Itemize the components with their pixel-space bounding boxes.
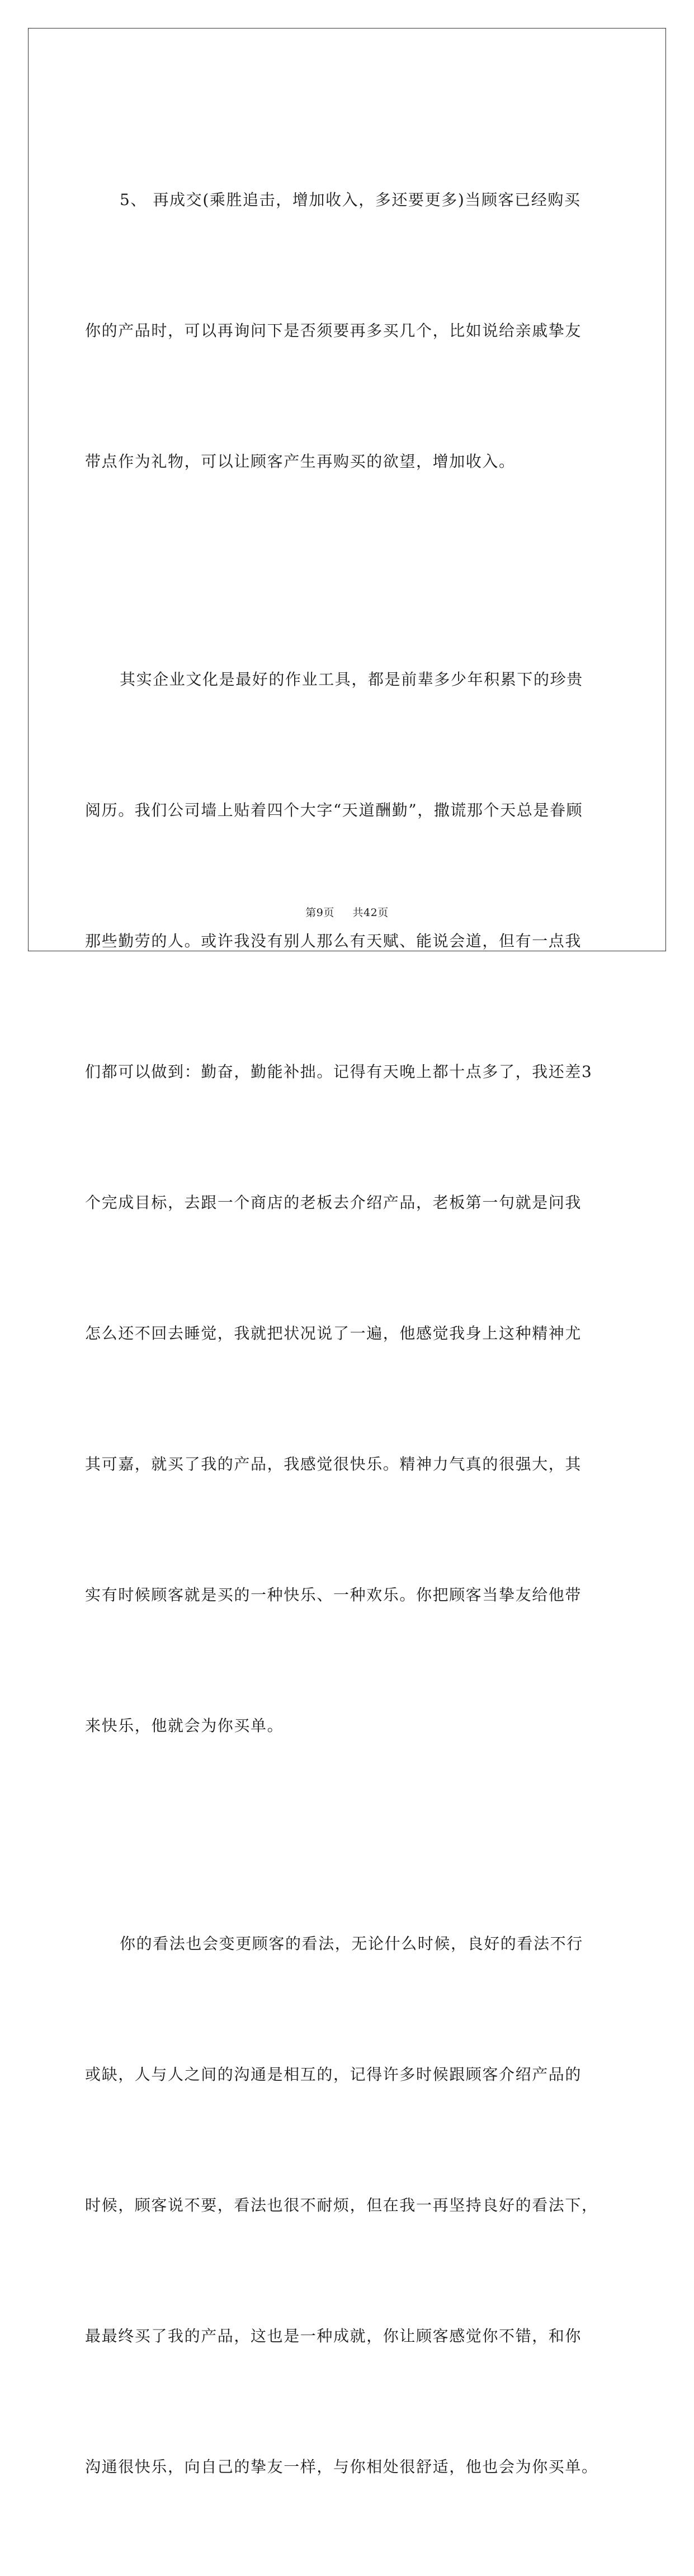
text-line: 时候，顾客说不要，看法也很不耐烦，但在我一再坚持良好的看法下，: [85, 2196, 598, 2214]
text-line: 沟通很快乐，向自己的挚友一样，与你相处很舒适，他也会为你买单。: [85, 2458, 598, 2476]
text-line: 最最终买了我的产品，这也是一种成就，你让顾客感觉你不错，和你: [85, 2327, 582, 2345]
text-line: 们都可以做到：勤奋，勤能补拙。记得有天晚上都十点多了，我还差3: [85, 1062, 593, 1081]
text-line: 个完成目标，去跟一个商店的老板去介绍产品，老板第一句就是问我: [85, 1193, 582, 1212]
page-total: 共42页: [352, 907, 389, 919]
text-line: 其可嘉，就买了我的产品，我感觉很快乐。精神力气真的很强大，其: [85, 1455, 582, 1473]
text-line: 阅历。我们公司墙上贴着四个大字“天道酬勤”，撒谎那个天总是眷顾: [85, 801, 583, 819]
page-number: 第9页: [305, 907, 334, 919]
text-line: 你的看法也会变更顾客的看法，无论什么时候，良好的看法不行: [120, 1934, 583, 1953]
document-body: [85, 91, 611, 2576]
text-line: 或缺，人与人之间的沟通是相互的，记得许多时候跟顾客介绍产品的: [85, 2065, 582, 2084]
text-line: 你的产品时，可以再询问下是否须要再多买几个，比如说给亲戚挚友: [85, 321, 582, 340]
text-line: 5、 再成交(乘胜追击，增加收入，多还要更多)当顾客已经购买: [120, 191, 581, 209]
page-footer: [0, 904, 694, 919]
text-line: 实有时候顾客就是买的一种快乐、一种欢乐。你把顾客当挚友给他带: [85, 1586, 582, 1604]
text-line: 带点作为礼物，可以让顾客产生再购买的欲望，增加收入。: [85, 452, 516, 471]
paragraph-2: [85, 571, 611, 1835]
paragraph-3: [85, 1835, 611, 2576]
text-line: 那些勤劳的人。或许我没有别人那么有天赋、能说会道，但有一点我: [85, 932, 582, 950]
paragraph-1: [85, 91, 611, 571]
text-line: 怎么还不回去睡觉，我就把状况说了一遍，他感觉我身上这种精神尤: [85, 1324, 582, 1342]
text-line: 来快乐，他就会为你买单。: [85, 1716, 284, 1735]
text-line: 其实企业文化是最好的作业工具，都是前辈多少年积累下的珍贵: [120, 670, 583, 689]
